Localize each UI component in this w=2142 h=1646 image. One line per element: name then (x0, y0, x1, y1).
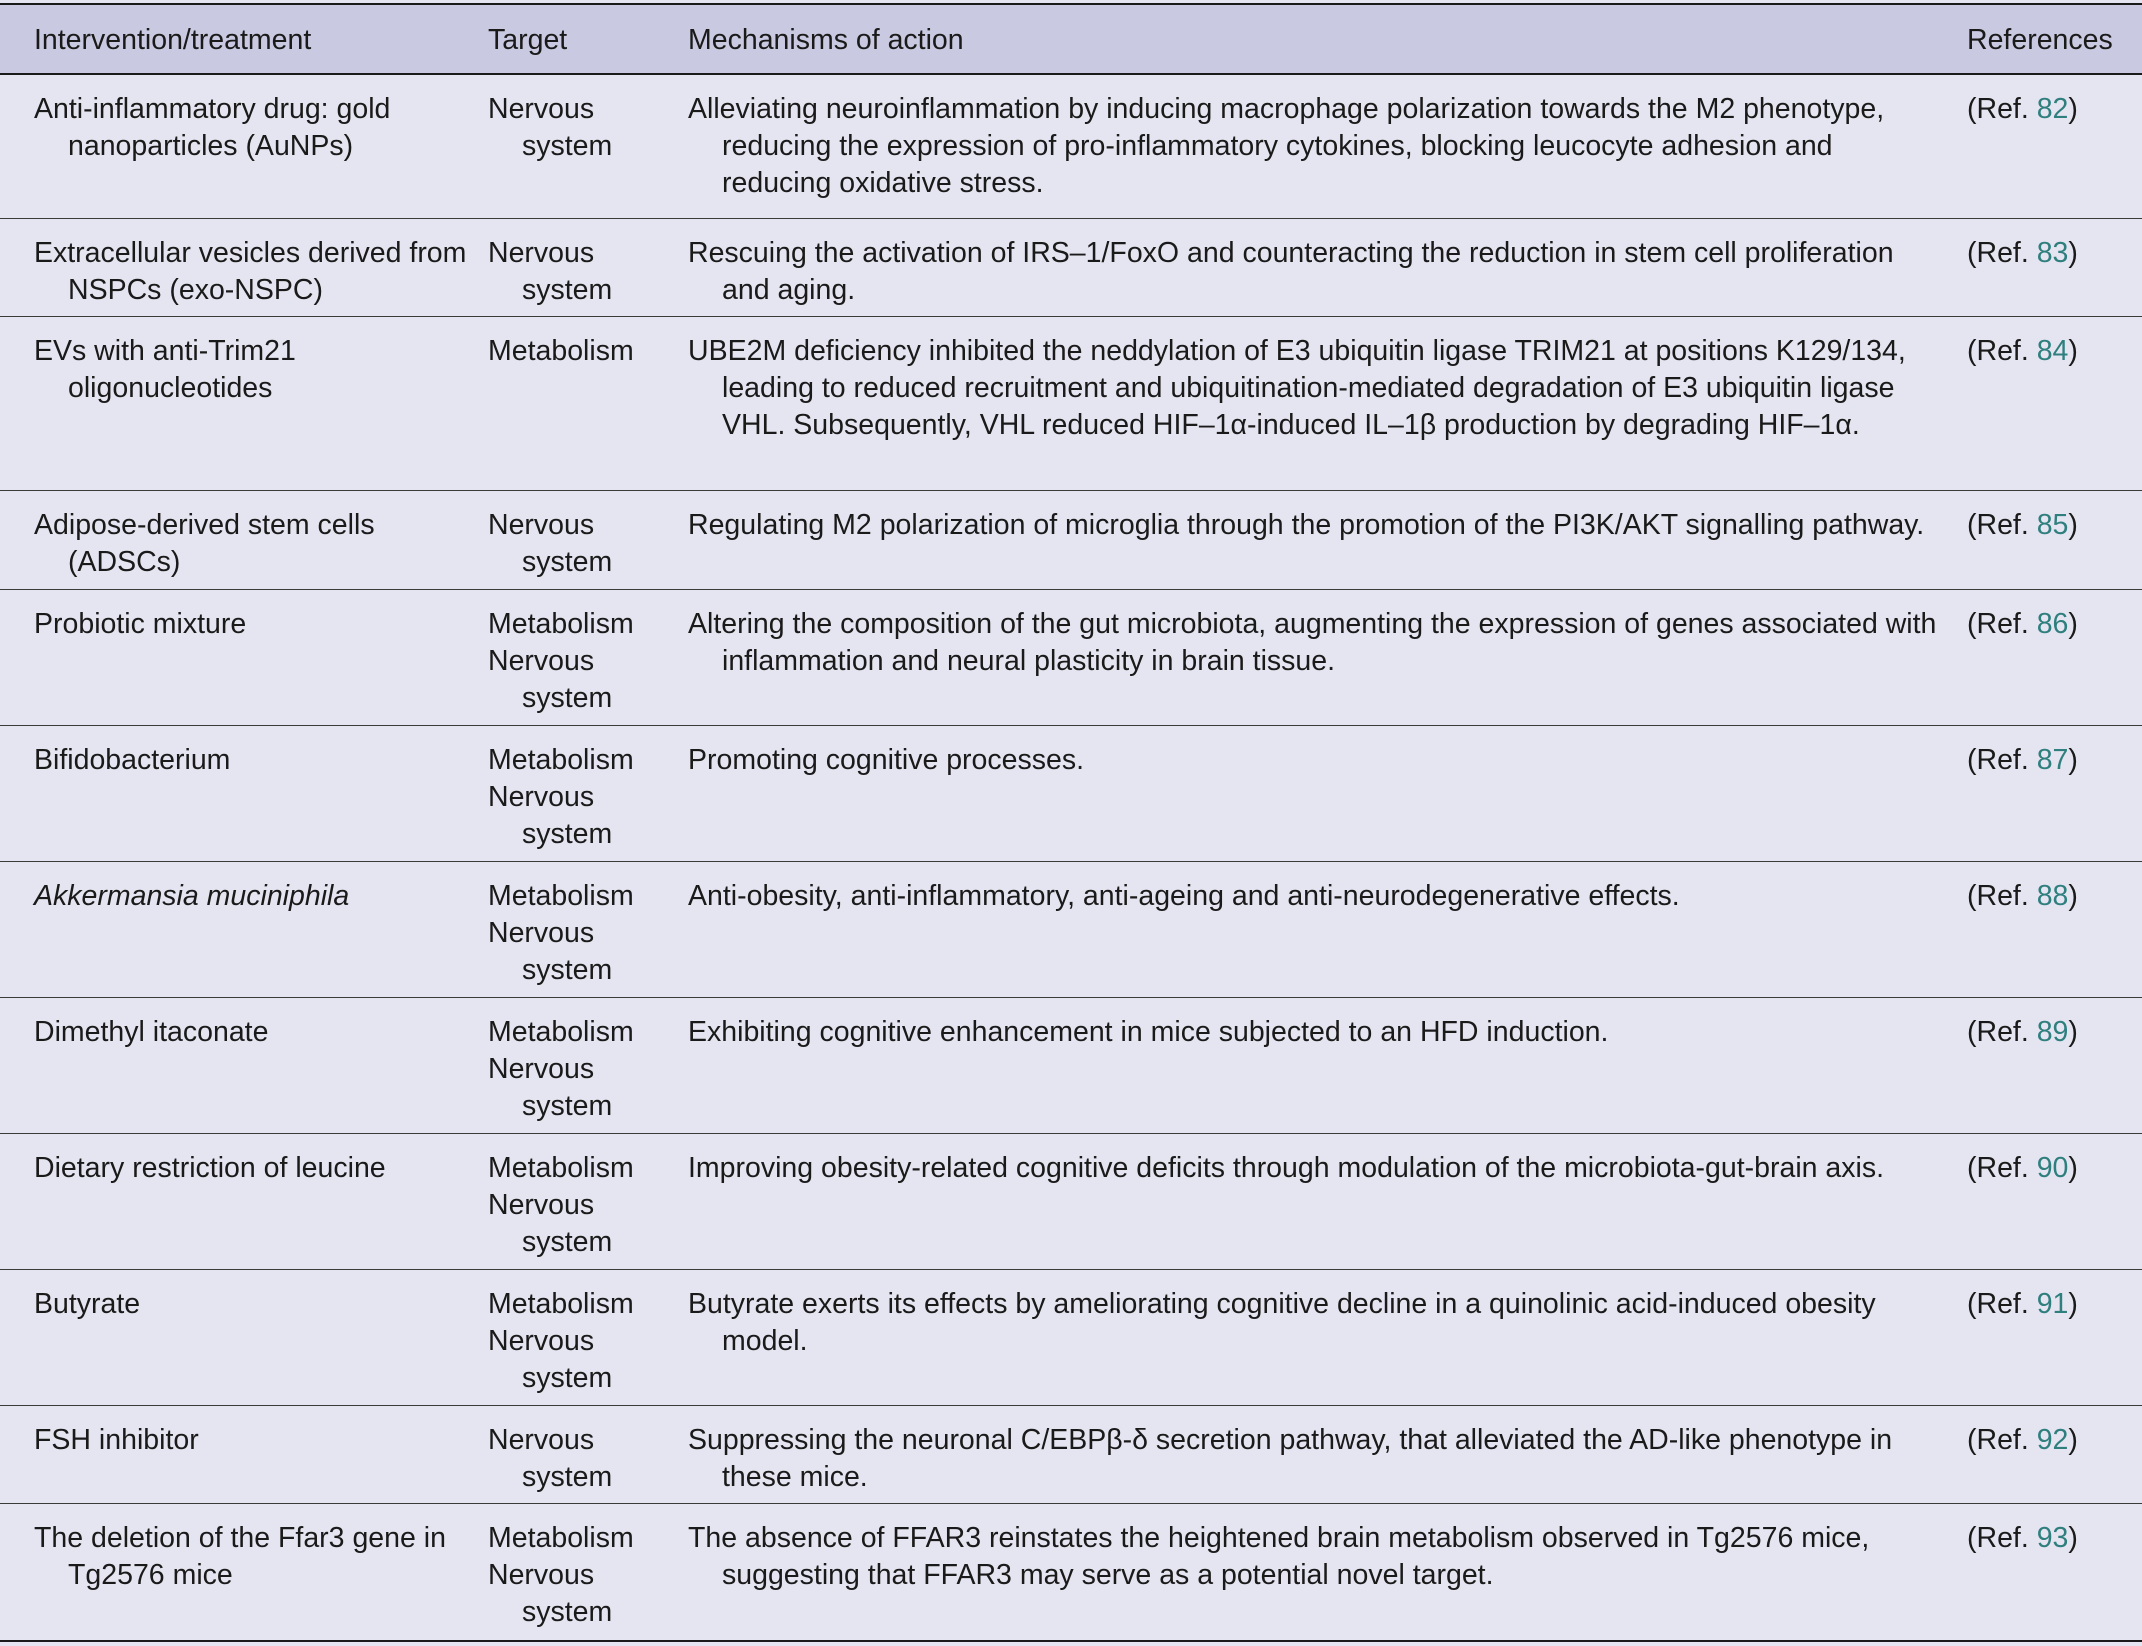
intervention-cell: Adipose-derived stem cells (ADSCs) (34, 509, 375, 578)
intervention-cell: EVs with anti-Trim21 oligonucleotides (34, 335, 296, 404)
target-cell: Metabolism (488, 335, 634, 367)
ref-prefix: (Ref. (1967, 744, 2037, 776)
target-line-metabolism: Metabolism (488, 1016, 634, 1048)
mechanism-cell: Promoting cognitive processes. (688, 744, 1085, 776)
target-cell (488, 742, 678, 853)
header-target: Target (488, 24, 568, 56)
mechanism-cell: The absence of FFAR3 reinstates the heightened brain metabolism observed in Tg2576 mice, suggesting that FFAR3 may serve as a potential novel target. (688, 1522, 1870, 1591)
mechanism-cell: Alleviating neuroinflammation by inducing macrophage polarization towards the M2 phenotype, reducing the expression of pro-inflammatory cytokines, blocking leucocyte adhesion and reducing oxidative stress. (688, 93, 1885, 199)
reference-link[interactable]: 84 (2036, 335, 2069, 367)
mechanism-cell: Improving obesity-related cognitive deficits through modulation of the microbiota-gut-brain axis. (688, 1152, 1885, 1184)
target-line-nervous: Nervous system (488, 1559, 613, 1628)
reference-cell (1967, 235, 2137, 272)
target-line-nervous: Nervous system (488, 1053, 613, 1122)
ref-suffix: ) (2068, 880, 2078, 912)
reference-link[interactable]: 90 (2036, 1152, 2069, 1184)
table-row (0, 998, 2142, 1134)
mechanism-cell: Exhibiting cognitive enhancement in mice subjected to an HFD induction. (688, 1016, 1609, 1048)
intervention-cell: Dietary restriction of leucine (34, 1152, 386, 1184)
reference-link[interactable]: 85 (2036, 509, 2069, 541)
ref-prefix: (Ref. (1967, 1152, 2037, 1184)
target-line-metabolism: Metabolism (488, 608, 634, 640)
reference-link[interactable]: 83 (2036, 237, 2069, 269)
ref-suffix: ) (2068, 509, 2078, 541)
table-row (0, 1134, 2142, 1270)
ref-suffix: ) (2068, 1424, 2078, 1456)
table-row (0, 75, 2142, 219)
target-line-nervous: Nervous system (488, 917, 613, 986)
ref-suffix: ) (2068, 335, 2078, 367)
target-line-metabolism: Metabolism (488, 1522, 634, 1554)
mechanism-cell: Rescuing the activation of IRS–1/FoxO and counteracting the reduction in stem cell proliferation and aging. (688, 237, 1894, 306)
reference-cell (1967, 1286, 2137, 1323)
mechanism-cell: UBE2M deficiency inhibited the neddylation of E3 ubiquitin ligase TRIM21 at positions K129/134, leading to reduced recruitment and ubiquitination-mediated degradation of E3 ubiquitin ligase VHL. Subsequently, VHL reduced HIF–1α-induced IL–1β production by degrading HIF–1α. (688, 335, 1906, 441)
reference-link[interactable]: 91 (2036, 1288, 2069, 1320)
intervention-cell: Butyrate (34, 1288, 141, 1320)
intervention-cell: Anti-inflammatory drug: gold nanoparticles (AuNPs) (34, 93, 391, 162)
ref-suffix: ) (2068, 1016, 2078, 1048)
mechanism-cell: Regulating M2 polarization of microglia through the promotion of the PI3K/AKT signalling pathway. (688, 509, 1925, 541)
table-row (0, 862, 2142, 998)
reference-cell (1967, 333, 2137, 370)
reference-cell (1967, 878, 2137, 915)
target-cell (488, 878, 678, 989)
target-cell (488, 1014, 678, 1125)
ref-prefix: (Ref. (1967, 509, 2037, 541)
intervention-cell: Akkermansia muciniphila (34, 880, 350, 912)
mechanism-cell: Altering the composition of the gut microbiota, augmenting the expression of genes associated with inflammation and neural plasticity in brain tissue. (688, 608, 1937, 677)
ref-suffix: ) (2068, 1522, 2078, 1554)
ref-suffix: ) (2068, 1152, 2078, 1184)
reference-cell (1967, 606, 2137, 643)
header-references: References (1967, 24, 2113, 56)
target-line-nervous: Nervous system (488, 1325, 613, 1394)
header-mechanism: Mechanisms of action (688, 24, 964, 56)
ref-prefix: (Ref. (1967, 335, 2037, 367)
target-line-metabolism: Metabolism (488, 880, 634, 912)
table-bottom-rule (0, 1640, 2142, 1642)
reference-link[interactable]: 92 (2036, 1424, 2069, 1456)
table-row (0, 1270, 2142, 1406)
table-header-row (0, 5, 2142, 75)
ref-prefix: (Ref. (1967, 1522, 2037, 1554)
target-cell: Nervous system (488, 509, 613, 578)
ref-prefix: (Ref. (1967, 93, 2037, 125)
table-row (0, 1406, 2142, 1504)
target-cell: Nervous system (488, 93, 613, 162)
table-row (0, 491, 2142, 590)
ref-suffix: ) (2068, 1288, 2078, 1320)
target-line-nervous: Nervous system (488, 1189, 613, 1258)
intervention-cell: Probiotic mixture (34, 608, 247, 640)
target-line-metabolism: Metabolism (488, 744, 634, 776)
target-cell: Nervous system (488, 1424, 613, 1493)
ref-prefix: (Ref. (1967, 237, 2037, 269)
table-row (0, 219, 2142, 317)
reference-cell (1967, 1150, 2137, 1187)
ref-prefix: (Ref. (1967, 1016, 2037, 1048)
target-cell (488, 606, 678, 717)
header-intervention: Intervention/treatment (34, 24, 312, 56)
table-row (0, 317, 2142, 491)
target-line-metabolism: Metabolism (488, 1288, 634, 1320)
ref-prefix: (Ref. (1967, 1288, 2037, 1320)
ref-suffix: ) (2068, 744, 2078, 776)
target-line-nervous: Nervous system (488, 645, 613, 714)
intervention-cell: The deletion of the Ffar3 gene in Tg2576 mice (34, 1522, 446, 1591)
target-line-metabolism: Metabolism (488, 1152, 634, 1184)
intervention-cell: FSH inhibitor (34, 1424, 199, 1456)
ref-prefix: (Ref. (1967, 608, 2037, 640)
reference-link[interactable]: 87 (2036, 744, 2069, 776)
ref-suffix: ) (2068, 237, 2078, 269)
reference-cell (1967, 742, 2137, 779)
reference-link[interactable]: 89 (2036, 1016, 2069, 1048)
target-line-nervous: Nervous system (488, 781, 613, 850)
intervention-cell: Bifidobacterium (34, 744, 231, 776)
target-cell (488, 1150, 678, 1261)
ref-suffix: ) (2068, 608, 2078, 640)
ref-suffix: ) (2068, 93, 2078, 125)
table-row (0, 726, 2142, 862)
mechanism-cell: Suppressing the neuronal C/EBPβ-δ secretion pathway, that alleviated the AD-like phenotype in these mice. (688, 1424, 1893, 1493)
mechanism-cell: Anti-obesity, anti-inflammatory, anti-ageing and anti-neurodegenerative effects. (688, 880, 1680, 912)
reference-link[interactable]: 88 (2036, 880, 2069, 912)
table-row (0, 590, 2142, 726)
reference-cell (1967, 1520, 2137, 1557)
reference-link[interactable]: 86 (2036, 608, 2069, 640)
reference-link[interactable]: 93 (2036, 1522, 2069, 1554)
intervention-cell: Dimethyl itaconate (34, 1016, 269, 1048)
mechanism-cell: Butyrate exerts its effects by ameliorating cognitive decline in a quinolinic acid-induced obesity model. (688, 1288, 1876, 1357)
reference-cell (1967, 1014, 2137, 1051)
reference-cell (1967, 507, 2137, 544)
target-cell: Nervous system (488, 237, 613, 306)
intervention-cell: Extracellular vesicles derived from NSPCs (exo-NSPC) (34, 237, 467, 306)
table-row (0, 1504, 2142, 1640)
target-cell (488, 1286, 678, 1397)
reference-cell (1967, 1422, 2137, 1459)
reference-link[interactable]: 82 (2036, 93, 2069, 125)
reference-cell (1967, 91, 2137, 128)
ref-prefix: (Ref. (1967, 880, 2037, 912)
target-cell (488, 1520, 678, 1631)
ref-prefix: (Ref. (1967, 1424, 2037, 1456)
